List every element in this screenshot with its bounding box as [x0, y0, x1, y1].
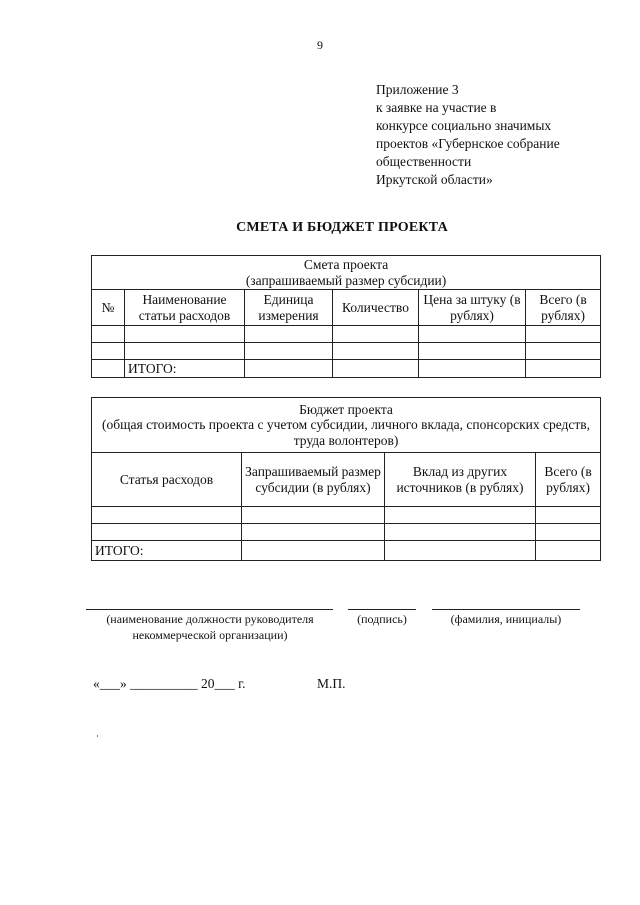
table-cell[interactable] [419, 343, 526, 360]
estimate-title-line2: (запрашиваемый размер субсидии) [245, 272, 447, 288]
table-cell[interactable] [245, 326, 333, 343]
appendix-note [376, 81, 560, 189]
appendix-line: общественности [376, 154, 472, 169]
table-cell[interactable] [536, 524, 601, 541]
header-qty: Количество [333, 290, 419, 326]
stamp-placeholder: М.П. [317, 676, 346, 691]
header-item: Статья расходов [92, 453, 242, 507]
budget-table [91, 397, 601, 561]
table-row [92, 343, 601, 360]
position-caption: (наименование должности руководителя некоммерческой организации) [106, 612, 314, 642]
estimate-title-line1: Смета проекта [303, 257, 389, 272]
appendix-line: проектов «Губернское собрание [376, 136, 560, 151]
table-cell[interactable] [385, 507, 536, 524]
position-line[interactable] [86, 609, 333, 610]
table-cell[interactable] [125, 343, 245, 360]
table-row [92, 326, 601, 343]
table-cell[interactable] [333, 326, 419, 343]
header-name: Наименование статьи расходов [125, 290, 245, 326]
table-cell[interactable] [242, 507, 385, 524]
table-row [92, 507, 601, 524]
table-cell[interactable] [419, 360, 526, 378]
appendix-line: Иркутской области» [376, 172, 493, 187]
table-cell[interactable] [92, 524, 242, 541]
signature-caption: (подпись) [357, 612, 407, 626]
scan-speck [97, 735, 98, 737]
total-label: ИТОГО: [92, 541, 242, 561]
signature-line[interactable] [348, 609, 416, 610]
table-cell[interactable] [125, 326, 245, 343]
header-unit: Единица измерения [245, 290, 333, 326]
budget-title-line2: (общая стоимость проекта с учетом субсидии, личного вклада, спонсорских средств, труда волонтеров) [101, 417, 591, 448]
table-cell[interactable] [333, 360, 419, 378]
name-line[interactable] [432, 609, 580, 610]
table-cell[interactable] [245, 360, 333, 378]
table-cell[interactable] [526, 326, 601, 343]
budget-table-title [92, 398, 601, 453]
appendix-line: конкурсе социально значимых [376, 118, 552, 133]
budget-title-line1: Бюджет проекта [299, 401, 393, 417]
table-cell[interactable] [536, 507, 601, 524]
table-cell[interactable] [92, 343, 125, 360]
appendix-line: к заявке на участие в [376, 100, 497, 115]
table-cell[interactable] [385, 541, 536, 561]
table-cell[interactable] [92, 507, 242, 524]
estimate-table-title [92, 256, 601, 290]
total-label: ИТОГО: [125, 360, 245, 378]
header-total: Всего (в рублях) [526, 290, 601, 326]
appendix-line: Приложение 3 [376, 82, 459, 97]
header-num: № [92, 290, 125, 326]
table-cell[interactable] [419, 326, 526, 343]
header-requested: Запрашиваемый размер субсидии (в рублях) [242, 453, 385, 507]
table-cell[interactable] [92, 326, 125, 343]
table-cell[interactable] [245, 343, 333, 360]
table-cell[interactable] [242, 541, 385, 561]
table-cell[interactable] [526, 360, 601, 378]
table-cell[interactable] [385, 524, 536, 541]
total-row [92, 360, 601, 378]
date-line[interactable]: «___» __________ 20___ г. [93, 676, 246, 691]
header-total: Всего (в рублях) [536, 453, 601, 507]
name-caption: (фамилия, инициалы) [450, 612, 562, 626]
table-cell[interactable] [526, 343, 601, 360]
document-title: СМЕТА И БЮДЖЕТ ПРОЕКТА [236, 220, 448, 235]
table-row [92, 524, 601, 541]
header-price: Цена за штуку (в рублях) [419, 290, 526, 326]
table-cell[interactable] [92, 360, 125, 378]
estimate-table [91, 255, 601, 378]
table-cell[interactable] [333, 343, 419, 360]
header-other: Вклад из других источников (в рублях) [385, 453, 536, 507]
table-cell[interactable] [242, 524, 385, 541]
page-number: 9 [317, 38, 323, 52]
total-row [92, 541, 601, 561]
table-cell[interactable] [536, 541, 601, 561]
